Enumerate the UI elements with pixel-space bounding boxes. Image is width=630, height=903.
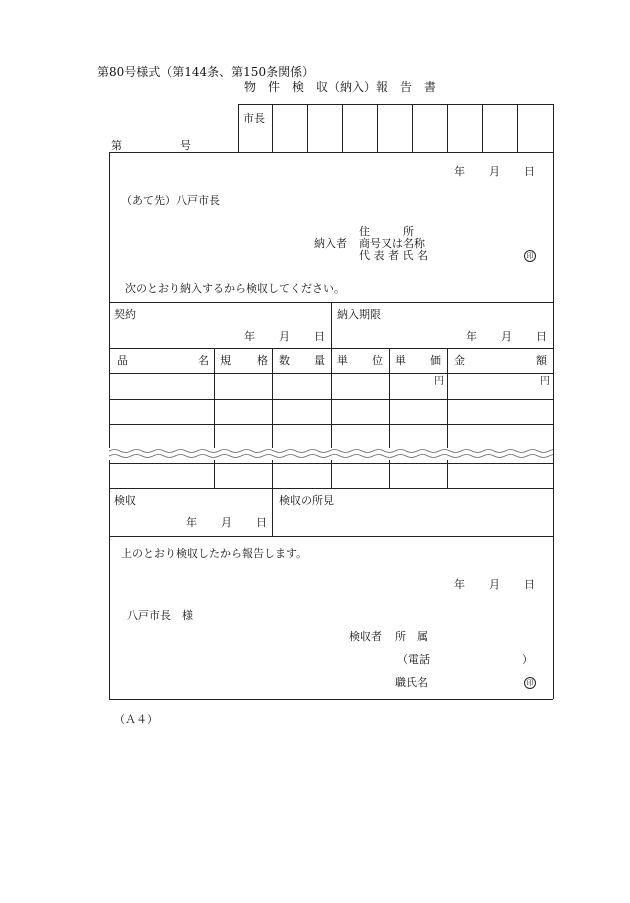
section-divider bbox=[109, 536, 553, 537]
recipient: （あて先）八戸市長 bbox=[121, 194, 220, 207]
stamp-grid-divider bbox=[238, 104, 239, 152]
inspection-date-year: 年 bbox=[186, 516, 197, 529]
header-unit-2: 位 bbox=[372, 354, 383, 367]
contract-date-day: 日 bbox=[314, 330, 325, 343]
stamp-grid-divider bbox=[412, 104, 413, 152]
header-unit-1: 単 bbox=[337, 354, 348, 367]
supplier-representative-label: 代 表 者 氏 名 bbox=[359, 249, 428, 262]
header-spec-1: 規 bbox=[220, 354, 231, 367]
item-col-divider bbox=[331, 348, 332, 488]
unit-price-yen: 円 bbox=[434, 376, 444, 387]
header-qty-2: 量 bbox=[314, 354, 325, 367]
amount-yen: 円 bbox=[540, 376, 550, 387]
stamp-grid-divider bbox=[517, 104, 518, 152]
stamp-label-mayor: 市長 bbox=[243, 112, 265, 125]
header-price-2: 価 bbox=[430, 354, 441, 367]
header-price-1: 単 bbox=[395, 354, 406, 367]
frame-bottom bbox=[109, 699, 553, 700]
delivery-date-day: 日 bbox=[536, 330, 547, 343]
header-spec-2: 格 bbox=[257, 354, 268, 367]
report-date-year: 年 bbox=[454, 578, 465, 591]
inspector-dept-label: 所 属 bbox=[395, 630, 428, 643]
contract-date-year: 年 bbox=[244, 330, 255, 343]
header-amount-2: 額 bbox=[536, 354, 547, 367]
request-date-month: 月 bbox=[489, 165, 500, 178]
frame-right bbox=[553, 104, 554, 699]
intro-text: 次のとおり納入するから検収してください。 bbox=[125, 282, 345, 295]
request-date-day: 日 bbox=[524, 165, 535, 178]
inspection-date-day: 日 bbox=[256, 516, 267, 529]
delivery-date-month: 月 bbox=[501, 330, 512, 343]
delivery-label: 納入期限 bbox=[337, 308, 381, 321]
report-date-day: 日 bbox=[524, 578, 535, 591]
report-date-month: 月 bbox=[489, 578, 500, 591]
document-title: 物 件 検 収（納入）報 告 書 bbox=[244, 80, 437, 94]
contract-delivery-divider bbox=[331, 302, 332, 348]
form-number: 第80号様式（第144条、第150条関係） bbox=[97, 65, 315, 79]
header-name-1: 品 bbox=[117, 354, 128, 367]
header-name-2: 名 bbox=[198, 354, 209, 367]
inspection-opinion-label: 検収の所見 bbox=[279, 494, 334, 507]
section-divider bbox=[109, 488, 553, 489]
contract-date-month: 月 bbox=[279, 330, 290, 343]
inspector-seal-icon: 印 bbox=[524, 676, 536, 689]
table-break bbox=[109, 448, 553, 460]
item-col-divider bbox=[214, 348, 215, 488]
frame-top bbox=[109, 152, 553, 153]
frame-left bbox=[109, 152, 110, 699]
inspector-phone-close: ） bbox=[522, 653, 533, 666]
inspection-label: 検収 bbox=[114, 494, 136, 507]
item-col-divider bbox=[447, 348, 448, 488]
header-amount-1: 金 bbox=[454, 354, 465, 367]
stamp-grid-divider bbox=[482, 104, 483, 152]
request-date-year: 年 bbox=[454, 165, 465, 178]
inspector-name-label: 職氏名 bbox=[395, 676, 428, 689]
number-prefix: 第 bbox=[111, 139, 122, 152]
header-qty-1: 数 bbox=[279, 354, 290, 367]
stamp-grid-divider bbox=[447, 104, 448, 152]
supplier-company-label: 商号又は名称 bbox=[359, 237, 425, 250]
stamp-grid-divider bbox=[307, 104, 308, 152]
stamp-grid-divider bbox=[342, 104, 343, 152]
stamp-grid-divider bbox=[377, 104, 378, 152]
stamp-grid-top bbox=[238, 104, 553, 105]
supplier-address-label: 住 所 bbox=[359, 225, 414, 238]
wavy-break-lines bbox=[109, 448, 553, 460]
stamp-grid-divider bbox=[272, 104, 273, 152]
delivery-date-year: 年 bbox=[466, 330, 477, 343]
inspector-phone-open: （電話 bbox=[397, 653, 430, 666]
item-col-divider bbox=[389, 348, 390, 488]
number-suffix: 号 bbox=[180, 139, 191, 152]
mayor-address: 八戸市長 様 bbox=[127, 609, 193, 622]
contract-label: 契約 bbox=[114, 308, 136, 321]
inspector-role: 検収者 bbox=[349, 630, 382, 643]
paper-size: （Ａ４） bbox=[114, 713, 158, 726]
supplier-seal-icon: 印 bbox=[524, 249, 536, 262]
inspection-date-month: 月 bbox=[221, 516, 232, 529]
report-text: 上のとおり検収したから報告します。 bbox=[121, 547, 308, 560]
item-col-divider bbox=[272, 348, 273, 536]
supplier-role: 納入者 bbox=[314, 237, 347, 250]
